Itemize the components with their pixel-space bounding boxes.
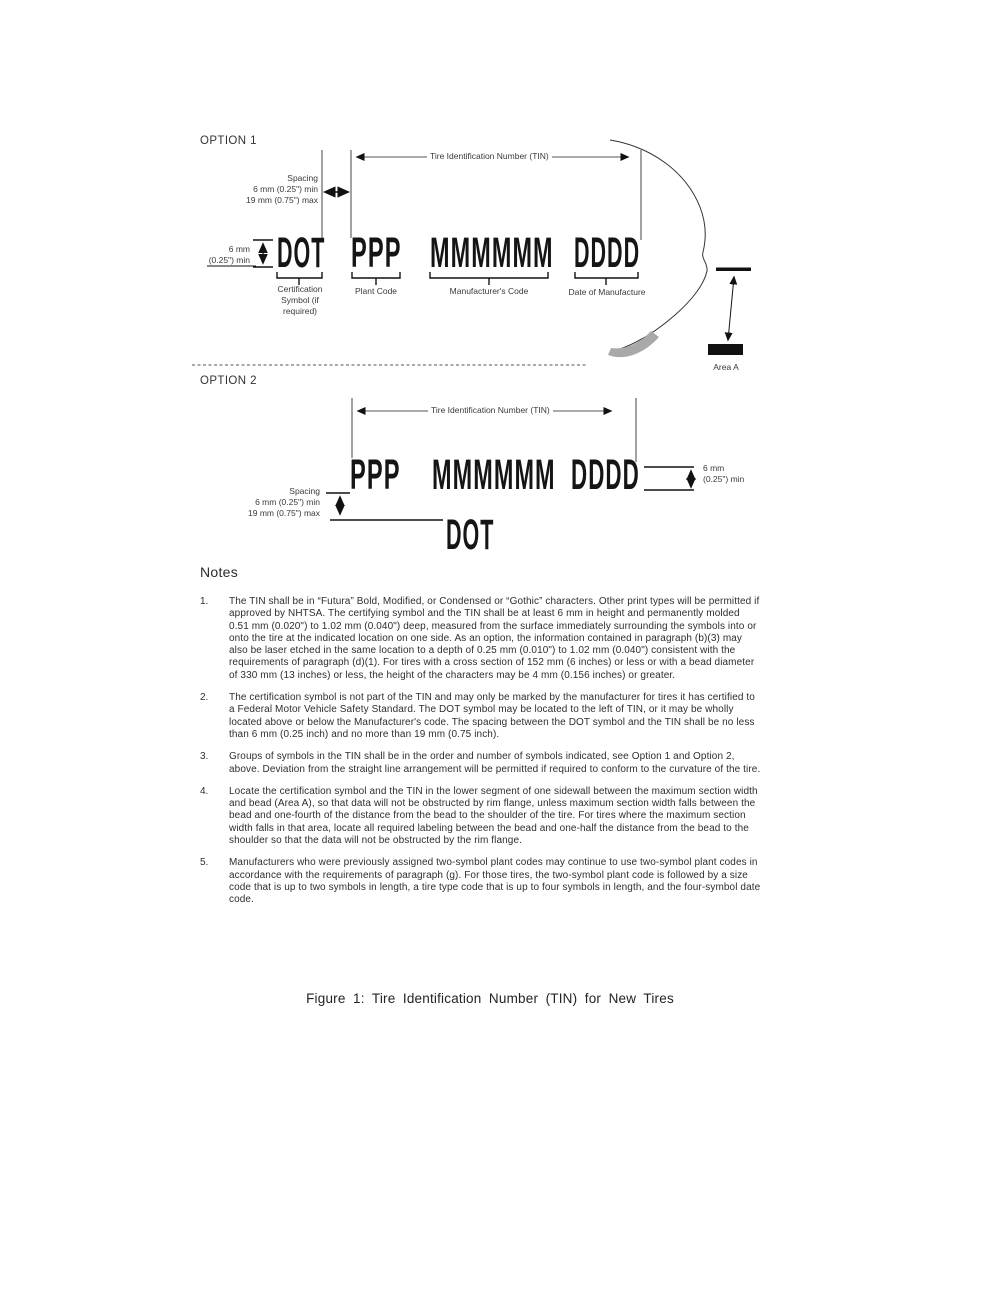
- option2-dot-symbol: DOT: [446, 511, 495, 559]
- option1-date-code-symbol: DDDD: [574, 229, 641, 277]
- option2-height-indicator: [644, 467, 694, 490]
- option2-height-label: 6 mm (0.25") min: [703, 463, 745, 484]
- option1-heading: OPTION 1: [200, 135, 257, 147]
- notes-section: [200, 564, 762, 917]
- option2-tin-label: Tire Identification Number (TIN): [428, 405, 553, 416]
- note-text: Groups of symbols in the TIN shall be in the order and number of symbols indicated, see Option 1 and Option 2, above. Deviation from the straight line arrangement will be permitted if required to conform to the curvature of the tire.: [229, 751, 761, 775]
- option1-height-label: 6 mm (0.25") min: [208, 244, 250, 265]
- option1-guide-lines: [322, 150, 641, 240]
- option2-spacing-label: Spacing 6 mm (0.25") min 19 mm (0.75") max: [248, 486, 320, 518]
- note-number: 3.: [200, 751, 209, 763]
- rim-flange-shape: [608, 331, 659, 357]
- area-a-label: Area A: [713, 362, 739, 372]
- area-a-mark: [708, 344, 743, 355]
- note-number: 2.: [200, 692, 209, 704]
- note-text: The TIN shall be in “Futura” Bold, Modified, or Condensed or “Gothic” characters. Other print types will be permitted if approved by NHTSA. The certifying symbol and the TIN shall be at least 6 mm in height and permanently molded 0.51 mm (0.020") to 1.02 mm (0.040") deep, measured from the surface immediately surrounding the symbols into or onto the tire at the indicated location on one side. As an option, the information contained in paragraph (b)(3) may also be laser etched in the same location to a depth of 0.25 mm (0.010") to 1.02 mm (0.040") consistent with the requirements of paragraph (d)(1). For tires with a cross section of 152 mm (6 inches) or less or with a bead diameter of 330 mm (13 inches) or less, the height of the characters may be 4 mm (0.156 inches) or greater.: [229, 596, 760, 681]
- option1-manufacturer-code-symbol: MMMMMM: [430, 229, 554, 277]
- certification-symbol-label: Certification Symbol (if required): [277, 284, 323, 316]
- date-of-manufacture-label: Date of Manufacture: [568, 287, 646, 297]
- note-item-5: [200, 857, 762, 906]
- note-item-2: [200, 692, 762, 741]
- option1-dot-symbol: DOT: [277, 229, 326, 277]
- area-a-arrow: [728, 277, 734, 340]
- note-text: The certification symbol is not part of the TIN and may only be marked by the manufacturer for tires it has certified to a Federal Motor Vehicle Safety Standard. The DOT symbol may be located to the left of TIN, or it may be wholly located above or below the Manufacturer's code. The spacing between the DOT symbol and the TIN shall be no less than 6 mm (0.25 inch) and no more than 19 mm (0.75 inch).: [229, 692, 755, 740]
- note-text: Locate the certification symbol and the TIN in the lower segment of one sidewall between the maximum section width and bead (Area A), so that data will not be obstructed by rim flange, unless maximum section width falls between the bead and one-fourth of the distance from the bead to the shoulder of the tire. For tires where the maximum section width falls in that area, locate all required labeling between the bead and one-half the distance from the bead to the shoulder so that the data will not be obstructed by the rim flange.: [229, 785, 758, 847]
- note-number: 5.: [200, 857, 209, 869]
- option1-tin-label: Tire Identification Number (TIN): [427, 151, 552, 162]
- note-item-4: [200, 786, 762, 847]
- note-number: 1.: [200, 596, 209, 607]
- figure-caption: Figure 1: Tire Identification Number (TIN) for New Tires: [306, 991, 674, 1006]
- note-item-3: [200, 751, 762, 776]
- option1-spacing-label: Spacing 6 mm (0.25") min 19 mm (0.75") max: [246, 173, 318, 205]
- notes-heading: Notes: [200, 564, 239, 580]
- manufacturer-code-label: Manufacturer's Code: [449, 286, 529, 296]
- bead-mark: [716, 268, 751, 272]
- plant-code-label: Plant Code: [354, 286, 398, 296]
- note-text: Manufacturers who were previously assigned two-symbol plant codes may continue to use two-symbol plant codes in accordance with the requirements of paragraph (g). For those tires, the two-symbol plant code is followed by a size code that is up to two symbols in length, a tire type code that is up to four symbols in length, and the four-symbol date code.: [229, 857, 761, 906]
- option2-manufacturer-code-symbol: MMMMMM: [432, 451, 556, 499]
- note-number: 4.: [200, 785, 209, 797]
- option2-plant-code-symbol: PPP: [350, 451, 401, 499]
- option1-plant-code-symbol: PPP: [351, 229, 402, 277]
- option2-date-code-symbol: DDDD: [571, 451, 640, 499]
- note-item-1: [200, 596, 762, 682]
- option2-heading: OPTION 2: [200, 375, 257, 387]
